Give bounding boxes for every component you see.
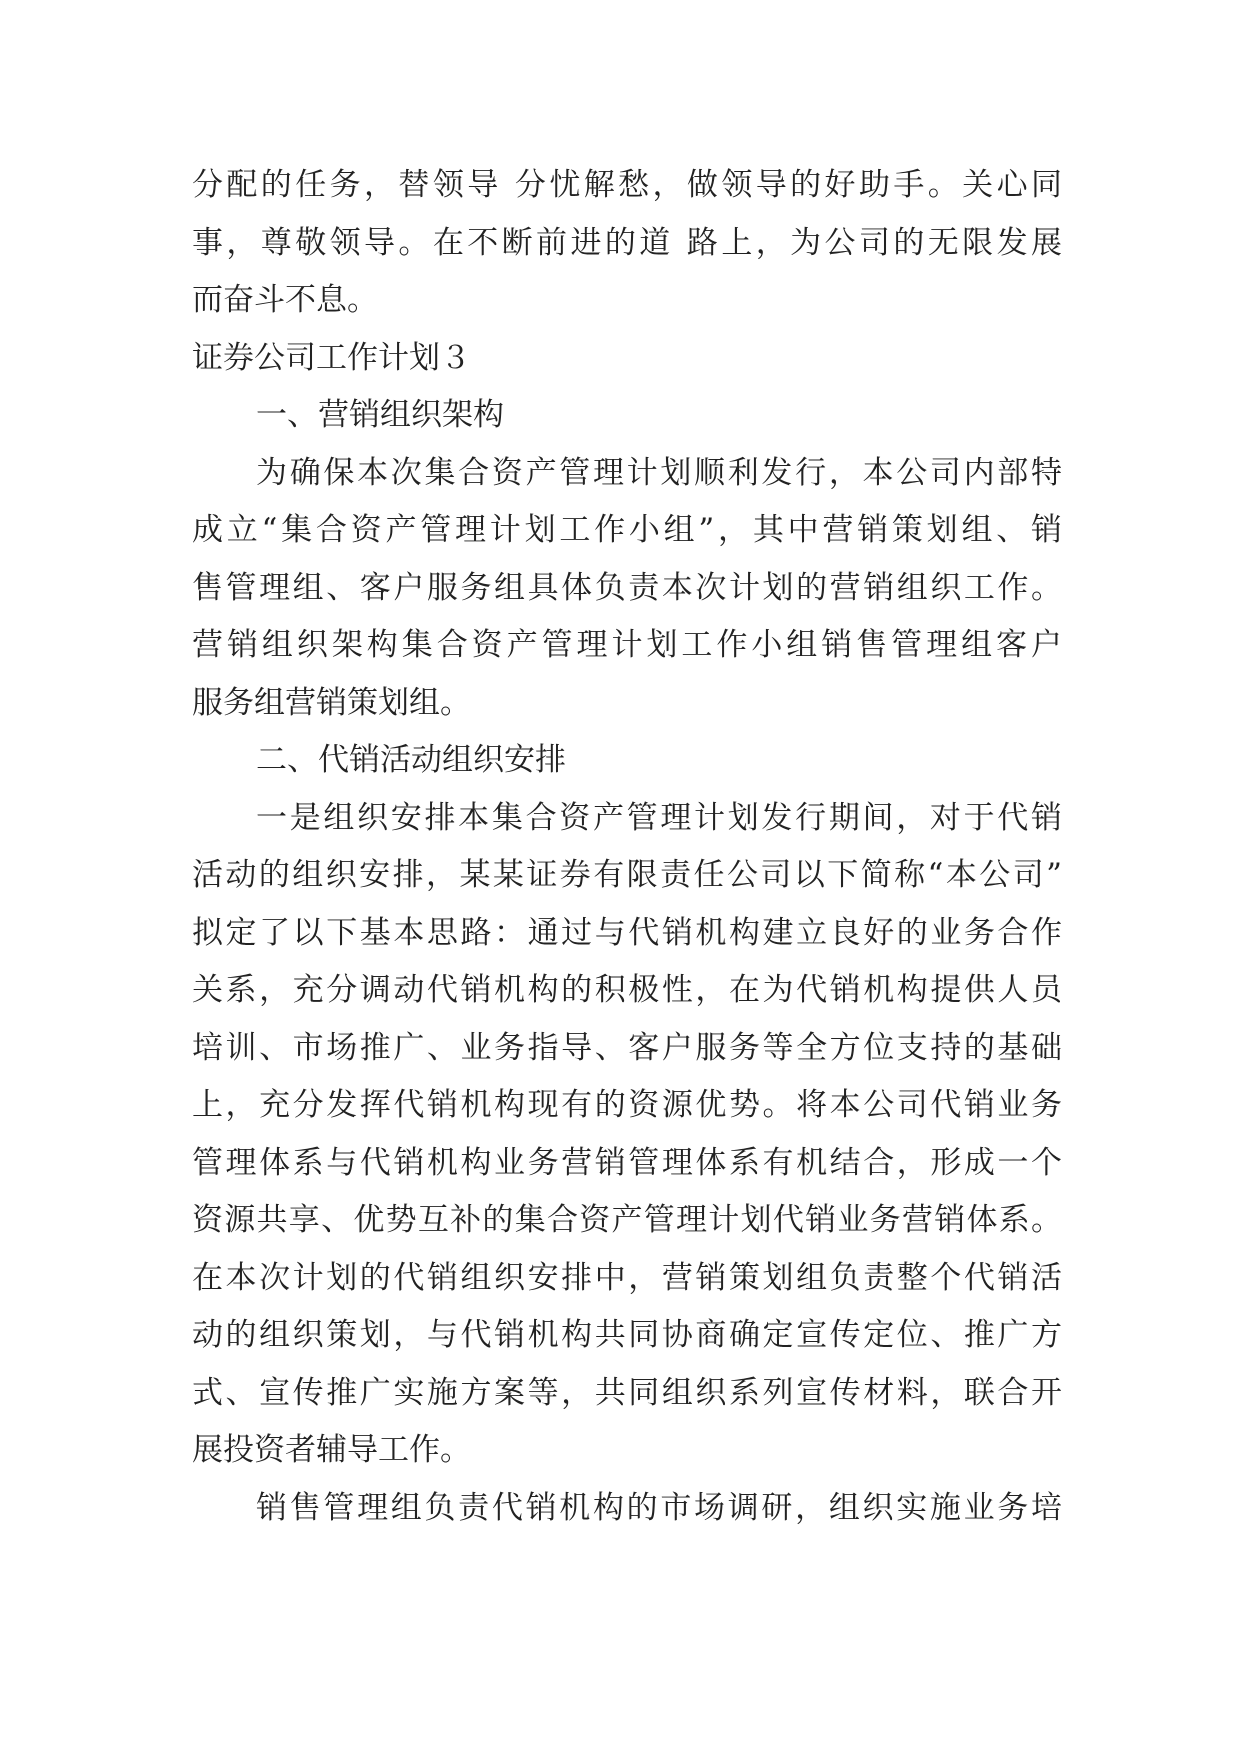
- paragraph-line: 动的组织策划，与代销机构共同协商确定宣传定位、推广方: [192, 1317, 1062, 1353]
- paragraph-line: 展投资者辅导工作。: [192, 1432, 471, 1468]
- paragraph-line: 拟定了以下基本思路：通过与代销机构建立良好的业务合作: [192, 914, 1062, 951]
- section-heading: 一、营销组织架构: [256, 397, 504, 433]
- paragraph-line: 管理体系与代销机构业务营销管理体系有机结合，形成一个: [192, 1144, 1062, 1181]
- paragraph-line: 在本次计划的代销组织安排中，营销策划组负责整个代销活: [192, 1259, 1062, 1296]
- paragraph-line: 服务组营销策划组。: [192, 684, 471, 721]
- paragraph-line: 活动的组织安排，某某证券有限责任公司以下简称“本公司”: [192, 857, 1062, 893]
- paragraph-line: 销售管理组负责代销机构的市场调研，组织实施业务培: [256, 1489, 1062, 1526]
- paragraph-line: 营销组织架构集合资产管理计划工作小组销售管理组客户: [192, 627, 1062, 663]
- paragraph-line: 培训、市场推广、业务指导、客户服务等全方位支持的基础: [192, 1029, 1062, 1066]
- paragraph-line: 而奋斗不息。: [192, 282, 378, 318]
- section-title: 证券公司工作计划３: [192, 339, 471, 376]
- paragraph-line: 分配的任务，替领导 分忧解愁，做领导的好助手。关心同: [192, 167, 1062, 203]
- paragraph-line: 关系，充分调动代销机构的积极性，在为代销机构提供人员: [192, 972, 1062, 1008]
- paragraph-line: 成立“集合资产管理计划工作小组”，其中营销策划组、销: [192, 512, 1062, 548]
- paragraph-line: 资源共享、优势互补的集合资产管理计划代销业务营销体系。: [192, 1202, 1062, 1238]
- paragraph-line: 售管理组、客户服务组具体负责本次计划的营销组织工作。: [192, 569, 1062, 606]
- section-heading: 二、代销活动组织安排: [256, 742, 566, 778]
- paragraph-line: 一是组织安排本集合资产管理计划发行期间，对于代销: [256, 799, 1062, 836]
- paragraph-line: 为确保本次集合资产管理计划顺利发行，本公司内部特: [256, 454, 1062, 491]
- paragraph-line: 事，尊敬领导。在不断前进的道 路上，为公司的无限发展: [192, 224, 1062, 261]
- document-body: [192, 157, 1062, 1537]
- paragraph-line: 式、宣传推广实施方案等，共同组织系列宣传材料，联合开: [192, 1374, 1062, 1411]
- paragraph-line: 上，充分发挥代销机构现有的资源优势。将本公司代销业务: [192, 1087, 1062, 1123]
